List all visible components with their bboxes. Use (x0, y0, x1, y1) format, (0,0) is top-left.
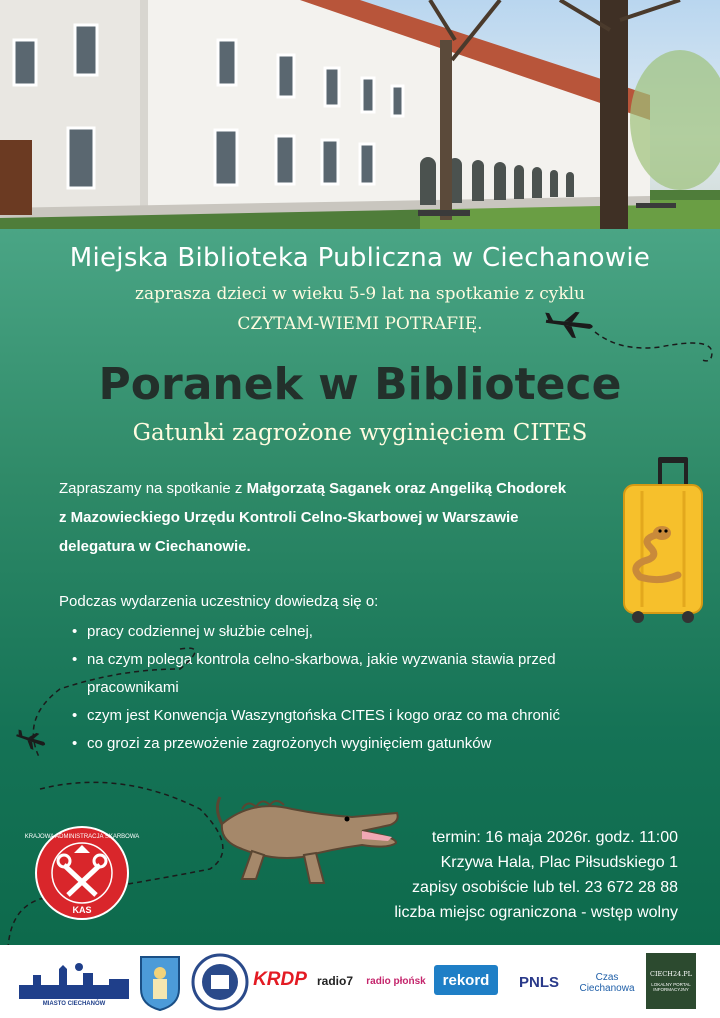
event-subtitle: Gatunki zagrożone wyginięciem CITES (132, 420, 588, 446)
cycle-name: CZYTAM-WIEMI POTRAFIĘ. (237, 314, 483, 334)
event-details (318, 825, 678, 925)
event-place: Krzywa Hala, Plac Piłsudskiego 1 (440, 854, 678, 871)
logo-pnls (512, 967, 566, 997)
list-item: • czym jest Konwencja Waszyngtońska CITES i kogo oraz co ma chronić (72, 702, 632, 730)
airplane-icon (14, 727, 48, 753)
logo-radio-rekord-text: rekord (442, 971, 490, 989)
logo-krdp-text: KRDP (253, 969, 307, 990)
logo-miasto-ciechanow-text: MIASTO CIECHANÓW (42, 1001, 106, 1007)
event-limit: liczba miejsc ograniczona - wstęp wolny (394, 904, 678, 921)
kas-logo-top-text: KRAJOWA ADMINISTRACJA SKARBOWA (24, 834, 140, 840)
intro-organization: z Mazowieckiego Urzędu Kontroli Celno-Skarbowej w Warszawie (59, 509, 519, 526)
logo-czas-text: Czas Ciechanowa (579, 972, 635, 994)
library-building-photo (0, 0, 720, 229)
event-title: Poranek w Bibliotece (98, 359, 622, 410)
logo-radio7-text: radio7 (316, 974, 353, 988)
sponsor-logos-bar (0, 945, 720, 1018)
list-item: • na czym polega kontrola celno-skarbowa, jakie wyzwania stawia przed pracownikami (72, 646, 632, 702)
topics-heading: Podczas wydarzenia uczestnicy dowiedzą się o: (59, 593, 379, 610)
logo-pnls-text: PNLS (518, 973, 559, 991)
list-item: • co grozi za przewożenie zagrożonych wyginięciem gatunków (72, 730, 632, 758)
event-date: termin: 16 maja 2026r. godz. 11:00 (431, 829, 678, 846)
logo-coat-of-arms (137, 953, 183, 1013)
list-item: • pracy codziennej w służbie celnej, (72, 618, 632, 646)
kas-logo-bottom-text: KAS (72, 905, 92, 915)
logo-radio-plonsk-text: radio płońsk (366, 975, 426, 987)
logo-library-seal (190, 951, 250, 1013)
invitation-text: zaprasza dzieci w wieku 5-9 lat na spotkanie z cyklu (134, 284, 586, 304)
logo-radio7 (312, 959, 358, 1003)
logo-radio-rekord (434, 965, 498, 995)
poster-body (0, 229, 720, 945)
logo-ciech24-name: CIECH24.PL (650, 970, 692, 978)
logo-ciech24-tagline: LOKALNY PORTAL INFORMACYJNY (651, 982, 691, 992)
intro-guests: Małgorzatą Saganek oraz Angeliką Chodorek (246, 480, 567, 497)
logo-radio-plonsk (366, 967, 426, 995)
library-name: Miejska Biblioteka Publiczna w Ciechanowie (69, 243, 651, 273)
logo-krdp (252, 965, 308, 995)
logo-miasto-ciechanow (16, 955, 132, 1013)
intro-lead: Zapraszamy na spotkanie z (59, 480, 247, 497)
kas-logo (24, 825, 140, 921)
intro-branch: delegatura w Ciechanowie. (59, 538, 251, 555)
logo-czas-ciechanowa (578, 967, 636, 999)
logo-ciech24 (646, 953, 696, 1009)
event-signup: zapisy osobiście lub tel. 23 672 28 88 (412, 879, 678, 896)
intro-paragraph (59, 474, 629, 561)
